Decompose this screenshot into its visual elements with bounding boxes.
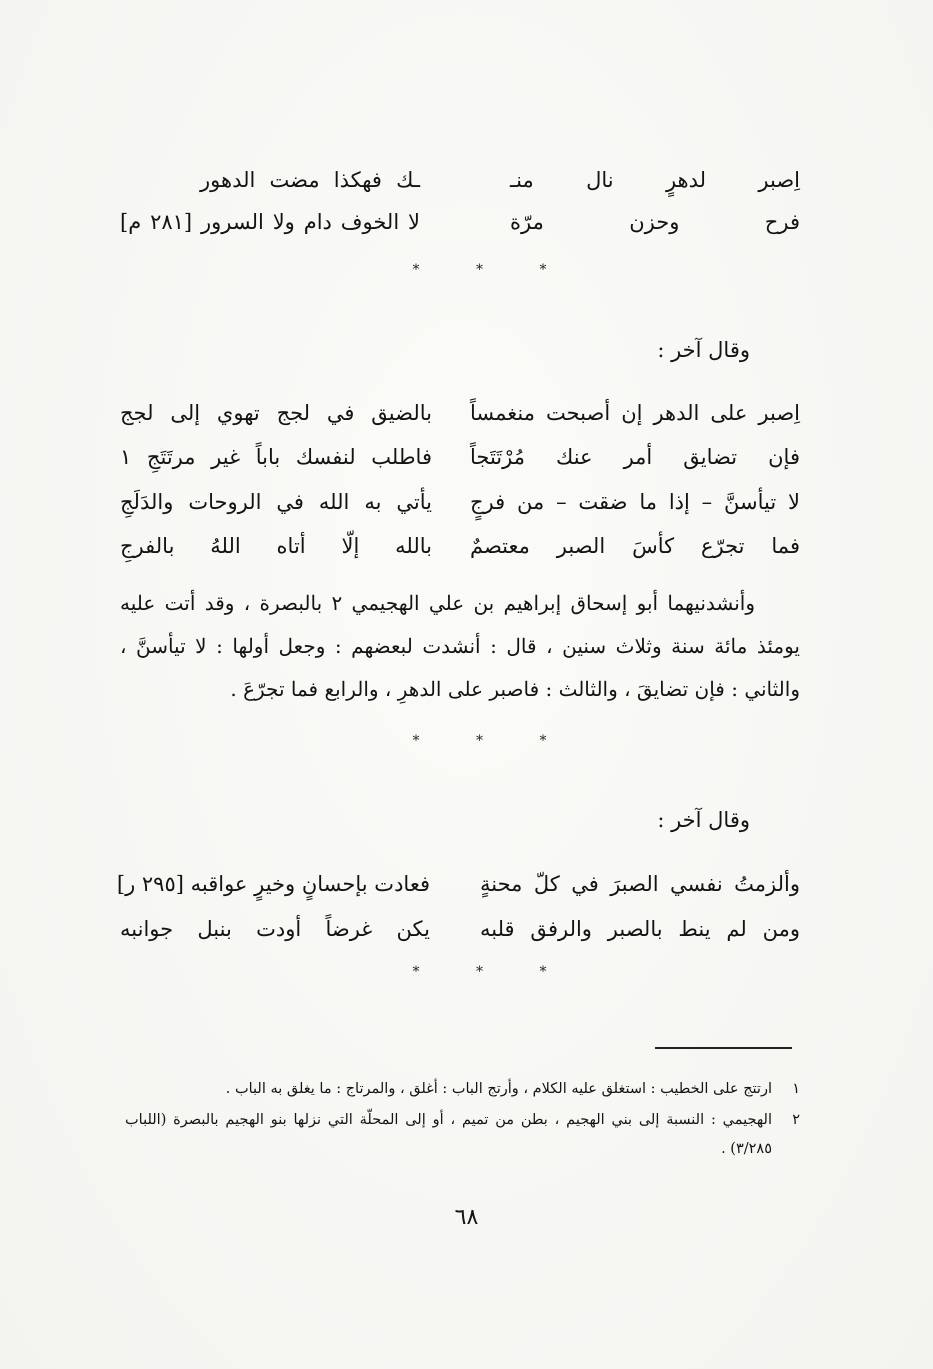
footnote-line: ٣/٢٨٥) . [721, 1141, 772, 1157]
verse-second-hemistich: ـك فهكذا مضت الدهور [200, 168, 420, 192]
verse-block-1 [120, 160, 800, 250]
verse-first-hemistich: وألزمتُ نفسي الصبرَ في كلّ محنةٍ [480, 872, 800, 896]
verse-couplet [120, 202, 800, 242]
footnote-text [125, 1106, 772, 1164]
verse-first-hemistich: فرح وحزن مرّة [510, 210, 800, 234]
verse-block-3 [116, 864, 800, 954]
footnote-rule [655, 1047, 792, 1049]
verse-first-hemistich: اِصبر لدهرٍ نال منـ [510, 168, 800, 192]
verse-couplet [120, 393, 800, 433]
section-heading: وقال آخر : [657, 338, 750, 362]
verse-couplet [120, 160, 800, 200]
prose-paragraph [120, 582, 800, 711]
verse-second-hemistich: فاطلب لنفسك باباً غير مرتَتَجِ ١ [120, 445, 432, 469]
verse-first-hemistich: اِصبر على الدهر إن أصبحت منغمساً [470, 401, 800, 425]
section-separator: * * * [412, 733, 573, 749]
verse-second-hemistich: لا الخوف دام ولا السرور [٢٨١ م] [120, 210, 421, 234]
verse-first-hemistich: فما تجرّع كأسَ الصبر معتصمٌ [470, 534, 800, 558]
verse-first-hemistich: لا تيأسنَّ – إذا ما ضقت – من فرجٍ [470, 490, 800, 514]
verse-second-hemistich: فعادت بإحسانٍ وخيرٍ عواقبه [٢٩٥ ر] [116, 872, 430, 896]
footnotes [125, 1075, 800, 1164]
verse-couplet [116, 864, 800, 904]
section-separator: * * * [412, 964, 573, 980]
verse-second-hemistich: يكن غرضاً أودت بنبل جوانبه [120, 917, 430, 941]
footnote-number: ٢ [792, 1112, 800, 1128]
verse-second-hemistich: بالله إلّا أتاه اللهُ بالفرجِ [120, 534, 432, 558]
verse-couplet [120, 909, 800, 949]
section-separator: * * * [412, 262, 573, 278]
footnote [125, 1075, 800, 1104]
prose-line: وأنشدنيهما أبو إسحاق إبراهيم بن علي الهجيمي ٢ بالبصرة ، وقد أتت عليه [120, 591, 756, 615]
verse-block-2 [120, 393, 800, 573]
verse-couplet [120, 437, 800, 477]
footnote [125, 1106, 800, 1164]
prose-line: والثاني : فإن تضايقَ ، والثالث : فاصبر على الدهرِ ، والرابع فما تجرّعَ . [230, 677, 800, 701]
prose-line: يومئذ مائة سنة وثلاث سنين ، قال : أنشدت لبعضهم : وجعل أولها : لا تيأسنَّ ، [120, 634, 800, 658]
footnote-text [125, 1075, 772, 1104]
verse-couplet [120, 526, 800, 566]
page-number: ٦٨ [454, 1205, 479, 1230]
verse-first-hemistich: فإن تضايق أمر عنك مُرْتَتَجاً [470, 445, 800, 469]
verse-second-hemistich: بالضيق في لجج تهوي إلى لجج [120, 401, 432, 425]
footnote-line: الهجيمي : النسبة إلى بني الهجيم ، بطن من تميم ، أو إلى المحلّة التي نزلها بنو الهجيم بالبصرة (اللباب [125, 1112, 772, 1128]
verse-couplet [120, 482, 800, 522]
verse-first-hemistich: ومن لم ينط بالصبر والرفق قلبه [480, 917, 800, 941]
footnote-number: ١ [792, 1081, 800, 1097]
verse-second-hemistich: يأتي به الله في الروحات والدَلَجِ [120, 490, 432, 514]
section-heading: وقال آخر : [657, 808, 750, 832]
footnote-line: ارتتج على الخطيب : استغلق عليه الكلام ، وأرتج الباب : أغلق ، والمرتاج : ما يغلق به الباب . [225, 1081, 772, 1097]
